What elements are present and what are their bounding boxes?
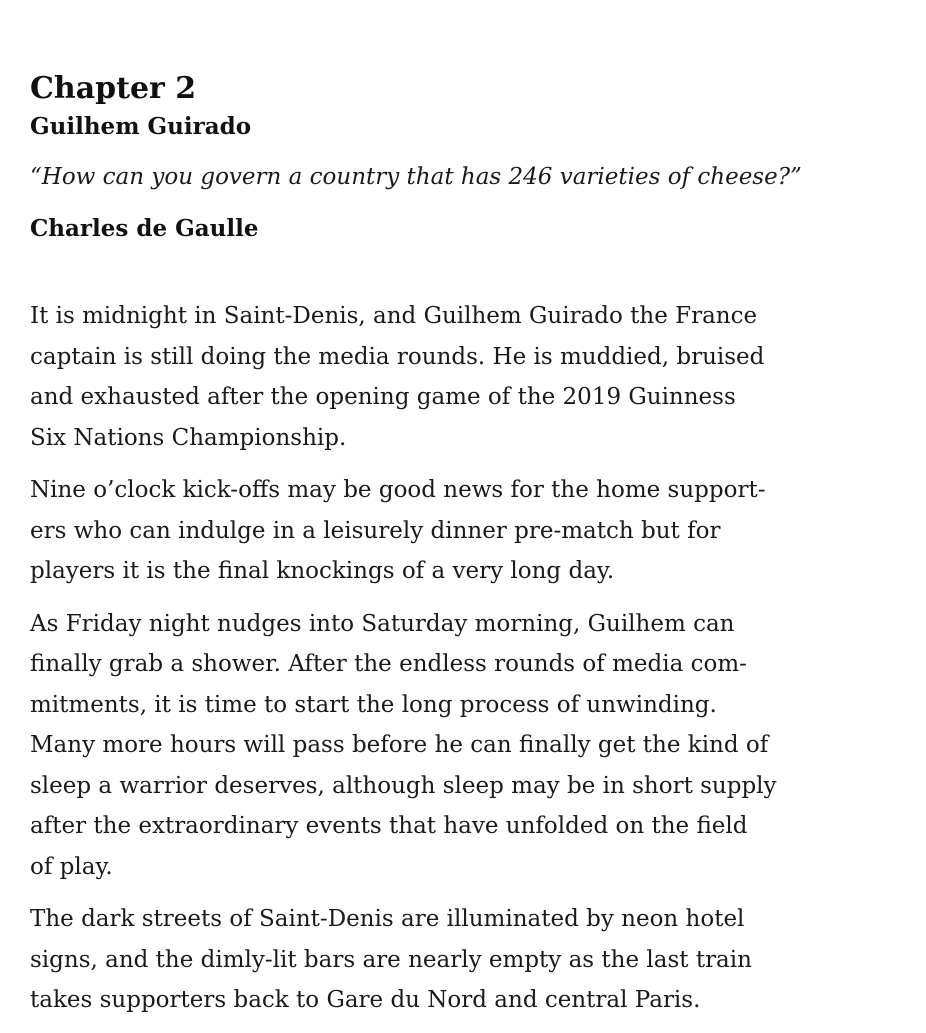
- text-line: Nine o’clock kick-offs may be good news for the home support-: [30, 477, 766, 503]
- text-line: and exhausted after the opening game of the 2019 Guinness: [30, 384, 736, 410]
- chapter-title: Chapter 2: [30, 71, 197, 106]
- text-line: As Friday night nudges into Saturday morning, Guilhem can: [30, 610, 735, 637]
- text-line: The dark streets of Saint-Denis are illuminated by neon hotel: [30, 906, 745, 932]
- text-line: It is midnight in Saint-Denis, and Guilhem Guirado the France: [30, 303, 758, 329]
- text-line: after the extraordinary events that have unfolded on the field: [30, 813, 748, 839]
- paragraph: [30, 899, 810, 1021]
- text-line: Six Nations Championship.: [30, 424, 347, 451]
- text-line: finally grab a shower. After the endless rounds of media com-: [30, 651, 747, 677]
- text-line: of play.: [30, 853, 113, 880]
- chapter-subject: Guilhem Guirado: [30, 113, 252, 140]
- epigraph-quote: “How can you govern a country that has 246 varieties of cheese?”: [30, 164, 802, 190]
- text-line: players it is the final knockings of a very long day.: [30, 558, 615, 584]
- book-page: [30, 70, 810, 1033]
- epigraph-author: Charles de Gaulle: [30, 215, 259, 242]
- text-line: sleep a warrior deserves, although sleep may be in short supply: [30, 772, 777, 799]
- text-line: ers who can indulge in a leisurely dinner pre-match but for: [30, 517, 721, 544]
- text-line: Many more hours will pass before he can finally get the kind of: [30, 732, 769, 758]
- text-line: signs, and the dimly-lit bars are nearly empty as the last train: [30, 946, 752, 973]
- text-line: captain is still doing the media rounds. He is muddied, bruised: [30, 343, 765, 370]
- paragraph: [30, 470, 810, 592]
- text-line: takes supporters back to Gare du Nord and central Paris.: [30, 987, 701, 1013]
- paragraph: [30, 604, 810, 888]
- chapter-body: [30, 296, 810, 1021]
- text-line: mitments, it is time to start the long process of unwinding.: [30, 691, 717, 718]
- paragraph: [30, 296, 810, 458]
